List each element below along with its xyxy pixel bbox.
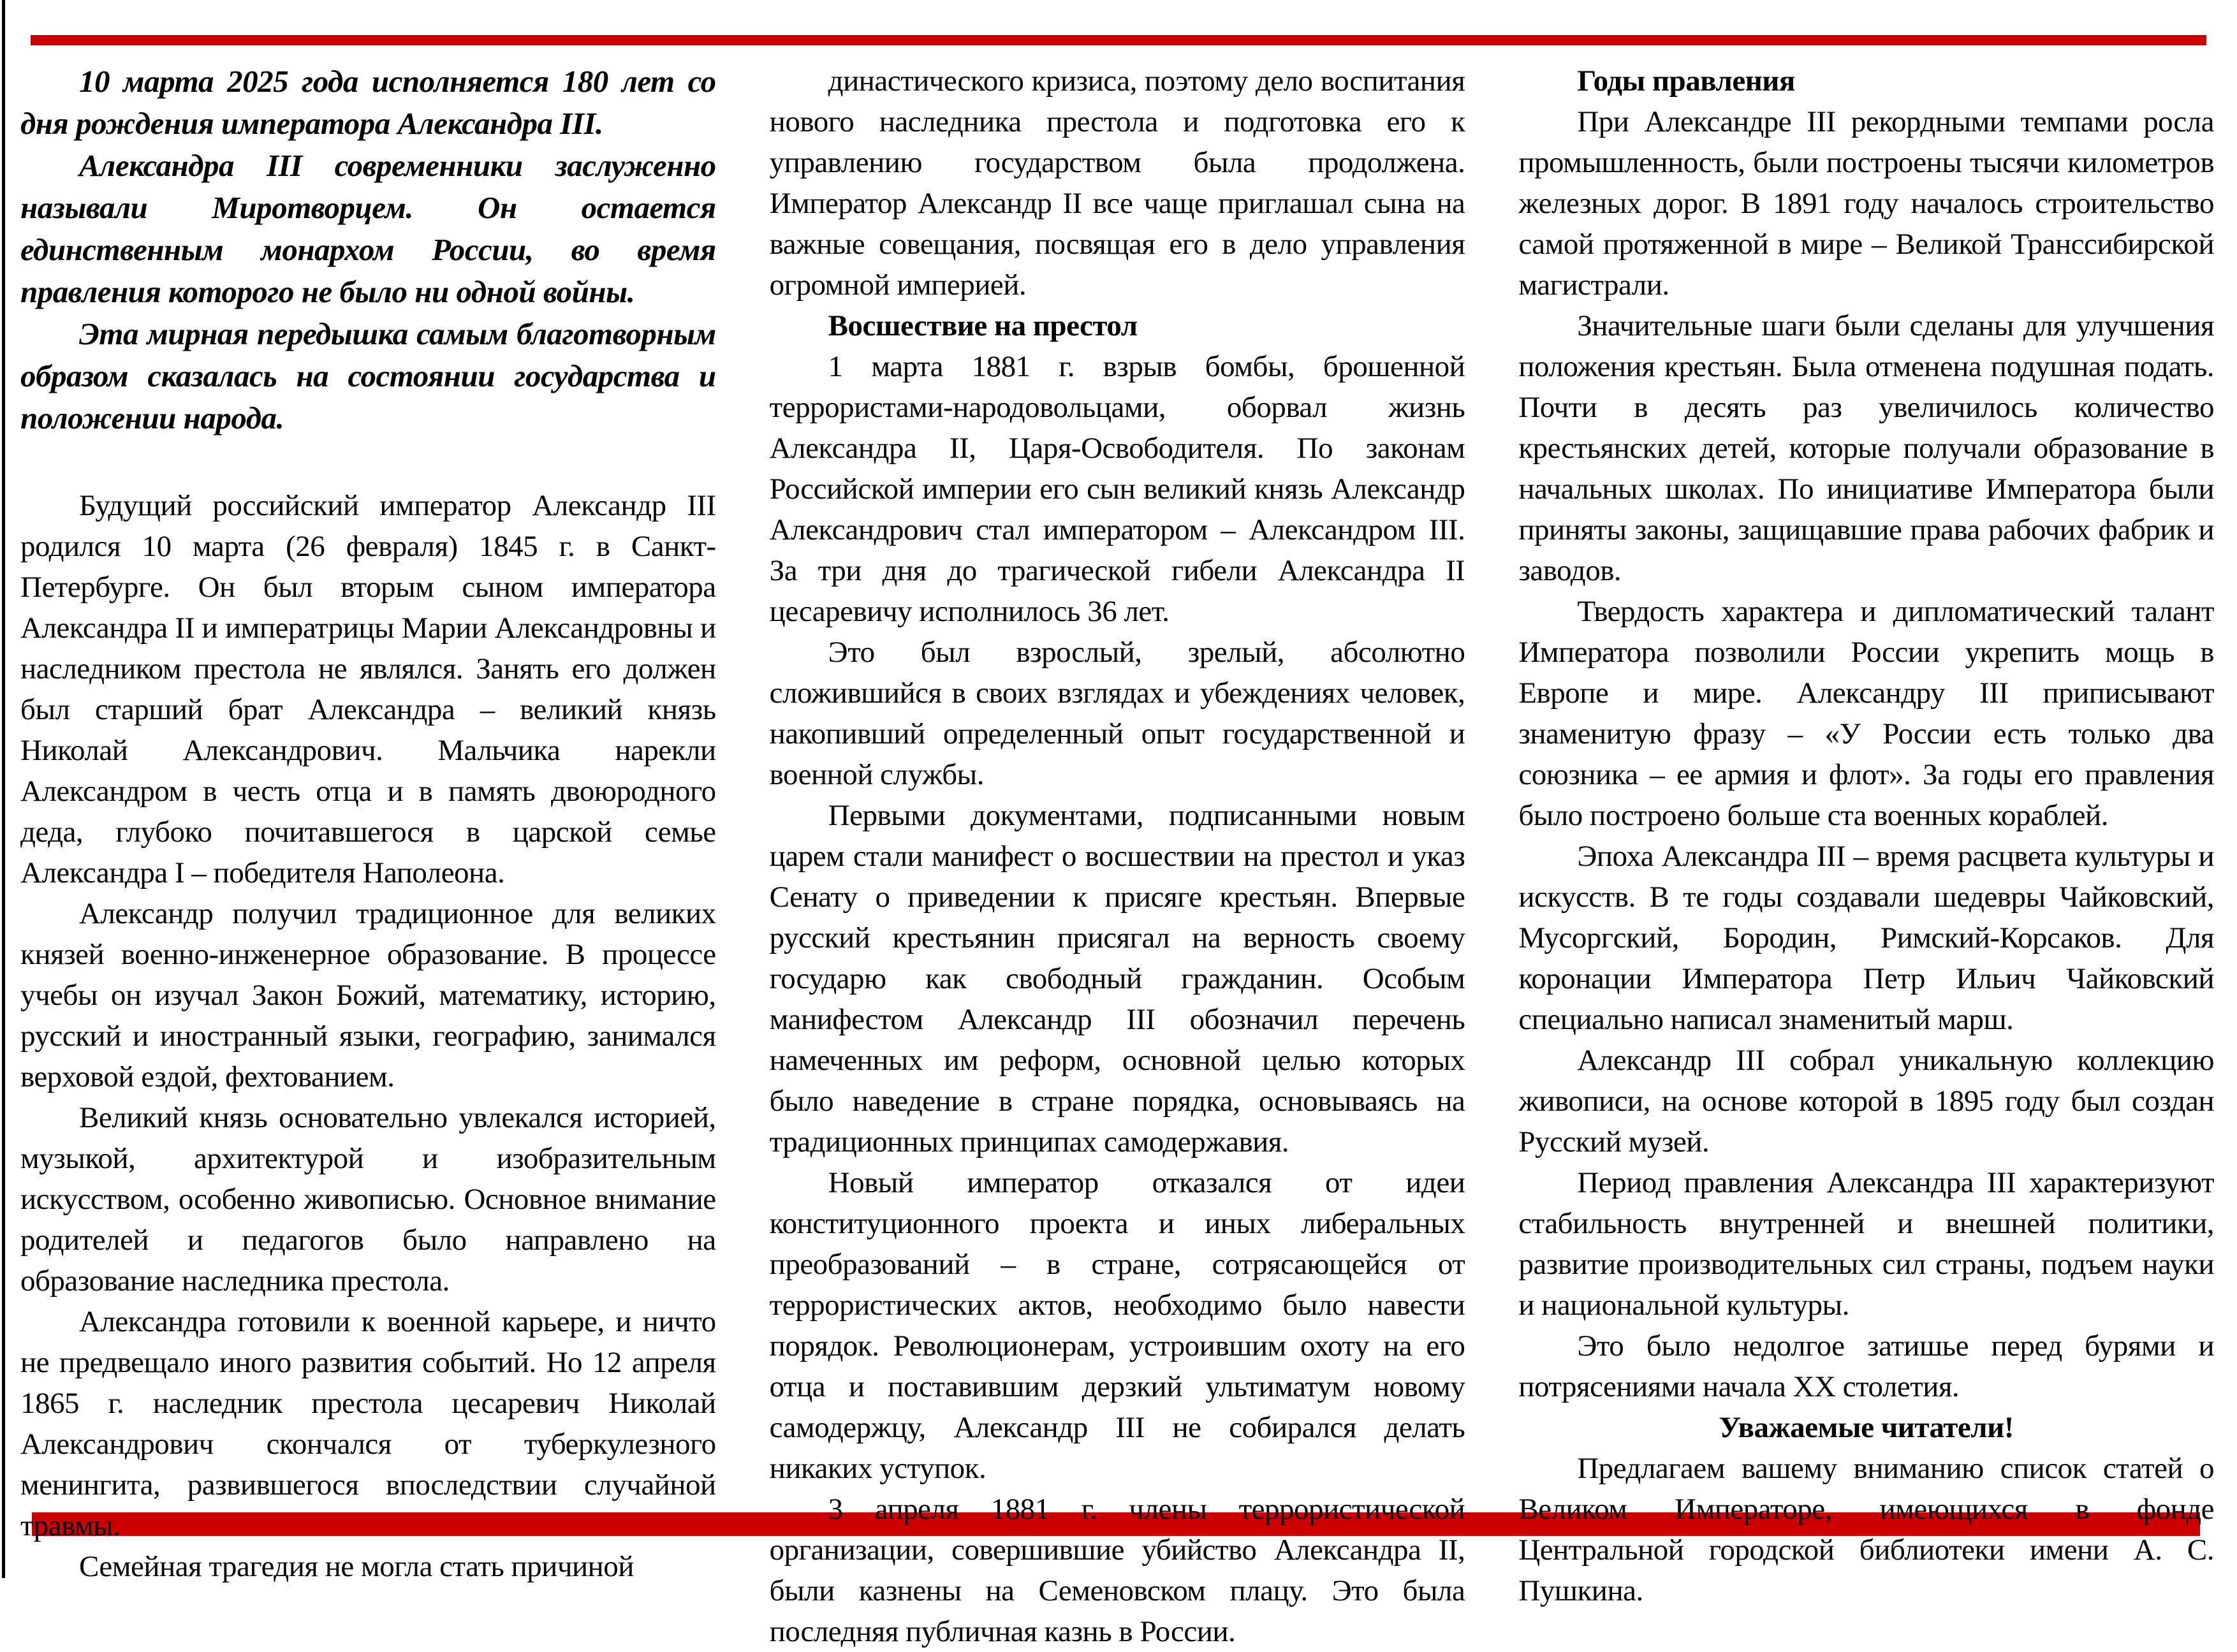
- body-paragraph: Первыми документами, подписанными новым царем стали манифест о восшествии на престол и указ Сенату о приведении к присяге крестьян. Впервые русский крестьянин присягал на верность своему государю как свободный гражданин. Особым манифестом Александр III обозначил перечень намеченных им реформ, основной целью которых было наведение в стране порядка, основываясь на традиционных принципах самодержавия.: [769, 799, 1465, 1159]
- body-paragraph: династического кризиса, поэтому дело воспитания нового наследника престола и подготовка его к управлению государством была продолжена. Император Александр II все чаще приглашал сына на важные совещания, посвящая его в дело управления огромной империей.: [769, 64, 1465, 302]
- body-paragraph: Эпоха Александра III – время расцвета культуры и искусств. В те годы создавали шедевры Чайковский, Мусоргский, Бородин, Римский-Корсаков. Для коронации Императора Петр Ильич Чайковский специально написал знаменитый марш.: [1518, 840, 2215, 1036]
- column-2: [769, 61, 1465, 1648]
- body-paragraph: Период правления Александра III характеризуют стабильность внутренней и внешней политики, развитие производительных сил страны, подъем науки и национальной культуры.: [1518, 1166, 2215, 1322]
- body-paragraph: Это было недолгое затишье перед бурями и потрясениями начала XX столетия.: [1518, 1329, 2215, 1403]
- intro-paragraph: Александра III современники заслуженно называли Миротворцем. Он остается единственным монархом России, во время правления которого не было ни одной войны.: [20, 148, 716, 309]
- body-paragraph: Александра готовили к военной карьере, и ничто не предвещало иного развития событий. Но 12 апреля 1865 г. наследник престола цесаревич Николай Александрович скончался от туберкулезного менингита, развившегося впоследствии случайной травмы.: [20, 1305, 716, 1542]
- body-paragraph: 1 марта 1881 г. взрыв бомбы, брошенной террористами-народовольцами, оборвал жизнь Александра II, Царя-Освободителя. По законам Российской империи его сын великий князь Александр Александрович стал императором – Александром III. За три дня до трагической гибели Александра II цесаревичу исполнилось 36 лет.: [769, 350, 1465, 628]
- body-paragraph: Будущий российский император Александр III родился 10 марта (26 февраля) 1845 г. в Санкт-Петербурге. Он был вторым сыном императора Александра II и императрицы Марии Александровны и наследником престола не являлся. Занять его должен был старший брат Александра – великий князь Николай Александрович. Мальчика нарекли Александром в честь отца и в память двоюродного деда, глубоко почитавшегося в царской семье Александра I – победителя Наполеона.: [20, 489, 716, 889]
- column-1: [20, 61, 716, 1583]
- body-paragraph: 3 апреля 1881 г. члены террористической организации, совершившие убийство Александра II, были казнены на Семеновском плацу. Это была последняя публичная казнь в России.: [769, 1493, 1465, 1648]
- intro-paragraph: Эта мирная передышка самым благотворным образом сказалась на состоянии государства и положении народа.: [20, 316, 716, 435]
- top-red-bar: [31, 35, 2206, 45]
- body-paragraph: Это был взрослый, зрелый, абсолютно сложившийся в своих взглядах и убеждениях человек, накопивший определенный опыт государственной и военной службы.: [769, 636, 1465, 791]
- section-heading-voshestvie: Восшествие на престол: [828, 309, 1138, 342]
- intro-paragraph: 10 марта 2025 года исполняется 180 лет со дня рождения императора Александра III.: [20, 64, 716, 141]
- readers-heading: Уважаемые читатели!: [1719, 1411, 2014, 1444]
- section-heading-gody-pravleniya: Годы правления: [1577, 64, 1795, 98]
- body-paragraph: Новый император отказался от идеи конституционного проекта и иных либеральных преобразований – в стране, сотрясающейся от террористических актов, необходимо было навести порядок. Революционерам, устроившим охоту на его отца и поставившим дерзкий ультиматум новому самодержцу, Александр III не собирался делать никаких уступок.: [769, 1166, 1465, 1485]
- three-column-layout: [20, 61, 2215, 1648]
- body-paragraph: Значительные шаги были сделаны для улучшения положения крестьян. Была отменена подушная подать. Почти в десять раз увеличилось количество крестьянских детей, которые получали образование в начальных школах. По инициативе Императора были приняты законы, защищавшие права рабочих фабрик и заводов.: [1518, 309, 2215, 587]
- body-paragraph: Семейная трагедия не могла стать причиной: [79, 1550, 634, 1583]
- body-paragraph: Великий князь основательно увлекался историей, музыкой, архитектурой и изобразительным искусством, особенно живописью. Основное внимание родителей и педагогов было направлено на образование наследника престола.: [20, 1101, 716, 1297]
- body-paragraph: Твердость характера и дипломатический талант Императора позволили России укрепить мощь в Европе и мире. Александру III приписывают знаменитую фразу – «У России есть только два союзника – ее армия и флот». За годы его правления было построено больше ста военных кораблей.: [1518, 595, 2215, 832]
- body-paragraph: Предлагаем вашему вниманию список статей о Великом Императоре, имеющихся в фонде Центральной городской библиотеки имени А. С. Пушкина.: [1518, 1452, 2215, 1607]
- left-border-line: [2, 0, 5, 1578]
- body-paragraph: При Александре III рекордными темпами росла промышленность, были построены тысячи километров железных дорог. В 1891 году началось строительство самой протяженной в мире – Великой Транссибирской магистрали.: [1518, 105, 2215, 302]
- body-paragraph: Александр получил традиционное для великих князей военно-инженерное образование. В процессе учебы он изучал Закон Божий, математику, историю, русский и иностранный языки, географию, занимался верховой ездой, фехтованием.: [20, 897, 716, 1093]
- column-3: [1518, 61, 2215, 1607]
- body-paragraph: Александр III собрал уникальную коллекцию живописи, на основе которой в 1895 году был создан Русский музей.: [1518, 1044, 2215, 1159]
